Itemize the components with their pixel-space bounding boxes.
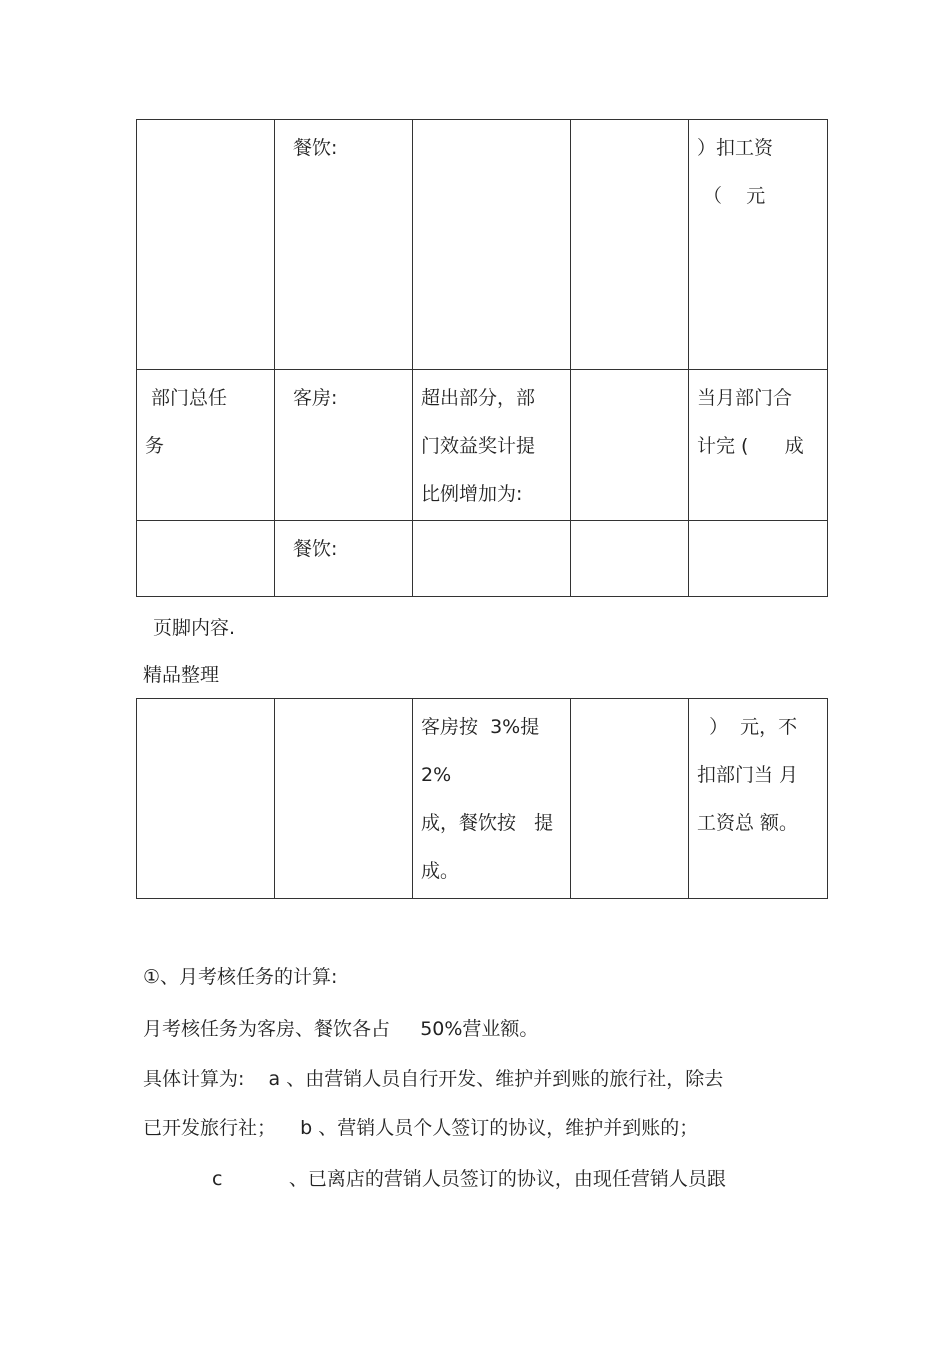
table-cell — [571, 699, 689, 899]
table-row — [137, 699, 828, 899]
section-heading: 精品整理 — [143, 664, 220, 686]
task-table-1 — [136, 119, 828, 597]
task-table-2 — [136, 698, 828, 899]
table-cell: 部门总任 务 — [137, 370, 275, 521]
table-cell: 当月部门合 计完 ( 成 — [689, 370, 828, 521]
table-cell: 客房: — [275, 370, 413, 521]
table-cell — [689, 521, 828, 597]
table-row — [137, 370, 828, 521]
table-cell — [137, 521, 275, 597]
table-cell — [137, 699, 275, 899]
table-cell — [137, 120, 275, 370]
body-line: 具体计算为: a 、由营销人员自行开发、维护并到账的旅行社，除去 — [143, 1068, 724, 1090]
table-cell: ）扣工资 （ 元 — [689, 120, 828, 370]
table-cell — [571, 370, 689, 521]
table-cell — [571, 120, 689, 370]
table-cell: 餐饮: — [275, 120, 413, 370]
table-cell — [413, 521, 571, 597]
table-cell — [275, 699, 413, 899]
table-row — [137, 521, 828, 597]
table-row — [137, 120, 828, 370]
table-cell — [571, 521, 689, 597]
body-line: 月考核任务为客房、餐饮各占 50%营业额。 — [143, 1018, 539, 1040]
table-cell: 客房按 3%提 2% 成，餐饮按 提 成。 — [413, 699, 571, 899]
body-line: 已开发旅行社； b 、营销人员个人签订的协议，维护并到账的； — [143, 1117, 699, 1139]
body-line: ①、月考核任务的计算: — [143, 966, 338, 988]
table-cell: ） 元，不 扣部门当 月 工资总 额。 — [689, 699, 828, 899]
table-cell: 超出部分，部 门效益奖计提 比例增加为: — [413, 370, 571, 521]
body-line: c 、已离店的营销人员签订的协议，由现任营销人员跟 — [212, 1168, 726, 1190]
table-cell: 餐饮: — [275, 521, 413, 597]
table-cell — [413, 120, 571, 370]
page-footer-text: 页脚内容. — [153, 617, 236, 639]
